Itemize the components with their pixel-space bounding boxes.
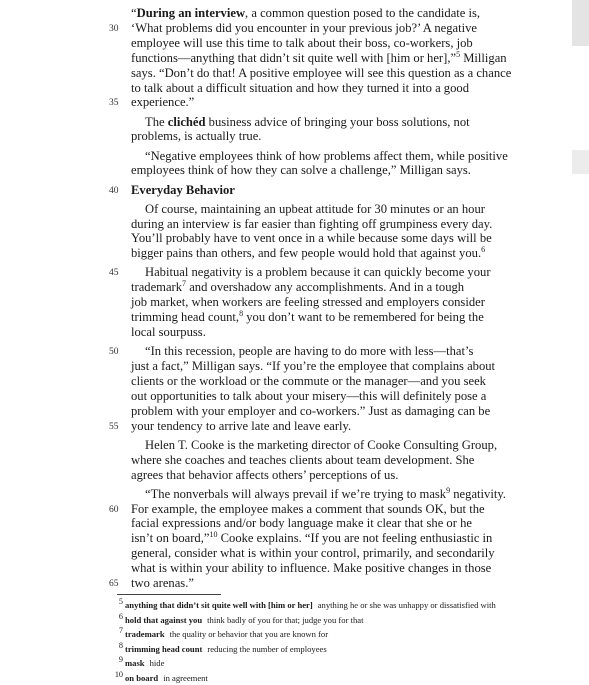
text-line [131, 546, 495, 561]
text-segment: bigger pains than others, and few people would hold that against you. [131, 246, 482, 261]
text-line [145, 202, 485, 217]
text-segment: out opportunities to talk about your misery—this will definitely pose a [131, 388, 487, 403]
text-line [131, 295, 485, 310]
text-segment: Cooke explains. “If you are not feeling enthusiastic in [217, 531, 493, 546]
text-line [131, 389, 486, 404]
text-segment: problem with your employer and co-workers.” Just as damaging can be [131, 403, 491, 418]
text-segment: functions—anything that didn’t sit quite well with [him or her],” [131, 50, 457, 65]
text-segment: trademark [131, 280, 183, 295]
section-heading [131, 183, 235, 198]
text-line [131, 502, 485, 517]
text-segment: where she coaches and teaches clients about team development. She [131, 452, 475, 467]
text-segment: isn’t on board,” [131, 531, 210, 546]
footnote-divider [117, 594, 221, 595]
glossary-term: During an interview [136, 6, 246, 20]
footnote [125, 672, 208, 684]
footnote-term: hold that against you [125, 614, 203, 625]
text-segment: agrees that behavior affects others’ perceptions of us. [131, 467, 399, 482]
footnote-ref: 8 [239, 308, 244, 318]
text-line [131, 36, 473, 51]
text-segment: business advice of bringing your boss solutions, not [205, 114, 470, 129]
text-line [131, 374, 486, 389]
line-number: 60 [109, 504, 119, 515]
text-line [131, 561, 491, 576]
text-segment: and overshadow any accomplishments. And in a tough [186, 280, 465, 295]
text-line [131, 468, 398, 483]
text-segment: your tendency to arrive late and leave early. [131, 418, 352, 433]
footnote-ref: 6 [481, 245, 486, 255]
line-number: 35 [109, 98, 119, 109]
text-line [131, 231, 492, 246]
text-segment: local sourpuss. [131, 325, 206, 339]
text-segment: employee will use this time to talk about their boss, co-workers, job [131, 35, 473, 50]
text-segment: Helen T. Cooke is the marketing director of Cooke Consulting Group, [145, 437, 498, 452]
text-line [131, 280, 464, 295]
text-line [131, 21, 477, 36]
footnote-definition: think badly of you for that; judge you for that [207, 614, 364, 625]
text-line [145, 115, 470, 130]
text-segment: job market, when workers are feeling stressed and employers consider [131, 295, 485, 310]
text-line [131, 325, 206, 340]
text-line [131, 163, 471, 178]
text-line [131, 129, 261, 144]
page-edge-shadow [572, 0, 589, 46]
text-line [145, 487, 506, 502]
footnote-number: 7 [118, 626, 123, 636]
footnote-number: 8 [118, 640, 123, 650]
glossary-term: clichéd [167, 114, 206, 129]
footnote-ref: 7 [182, 279, 187, 289]
footnote-definition: in agreement [163, 673, 208, 683]
text-segment: , a common question posed to the candidate is, [245, 6, 481, 20]
text-segment: experience.” [131, 95, 195, 110]
footnote-definition: hide [149, 658, 165, 669]
text-segment: to talk about a difficult situation and how they turned it into a good [131, 80, 469, 95]
text-line [131, 531, 492, 546]
text-segment: during an interview is far easier than fighting off grumpiness every day. [131, 216, 493, 231]
text-line [131, 51, 507, 66]
footnote [125, 614, 363, 626]
text-segment: Habitual negativity is a problem because it can quickly become your [145, 265, 491, 280]
text-line [131, 516, 472, 531]
footnote-definition: anything he or she was unhappy or dissatisfied with [317, 600, 496, 610]
text-segment: says. “Don’t do that! A positive employee will see this question as a chance [131, 65, 512, 80]
footnote-ref: 9 [446, 485, 451, 495]
footnote-definition: the quality or behavior that you are known for [169, 629, 329, 640]
text-segment: general, consider what is within your control, primarily, and secondarily [131, 546, 495, 561]
text-segment: “The nonverbals will always prevail if we’re trying to mask [145, 486, 447, 501]
line-number: 65 [109, 579, 119, 589]
text-line [131, 81, 469, 96]
footnote-term: on board [125, 673, 159, 683]
text-segment: Of course, maintaining an upbeat attitude for 30 minutes or an hour [145, 201, 485, 216]
text-line [131, 95, 194, 110]
text-line [131, 576, 194, 591]
footnote [125, 599, 496, 611]
line-number: 55 [109, 421, 119, 432]
text-segment: problems, is actually true. [131, 129, 262, 144]
text-segment: just a fact,” Milligan says. “If you’re the employee that complains about [131, 359, 496, 373]
footnote-term: trimming head count [125, 643, 203, 654]
text-segment: what is within your ability to influence. Make positive changes in those [131, 561, 492, 576]
text-line [131, 66, 511, 81]
text-segment: For example, the employee makes a comment that sounds OK, but the [131, 501, 485, 516]
text-segment: facial expressions and/or body language make it clear that she or he [131, 516, 472, 531]
text-line [131, 404, 490, 419]
footnote [125, 643, 327, 655]
text-line [131, 453, 474, 468]
text-line [145, 265, 491, 280]
footnote-number: 10 [114, 670, 123, 679]
footnote-term: anything that didn’t sit quite well with [him or her] [125, 600, 313, 610]
text-segment: two arenas.” [131, 576, 194, 590]
text-segment: Everyday Behavior [131, 182, 235, 197]
text-line [131, 359, 495, 374]
text-segment: employees think of how they can solve a challenge,” Milligan says. [131, 163, 471, 178]
footnote-ref: 10 [209, 530, 218, 540]
text-line [131, 217, 492, 232]
text-segment: “ [131, 6, 137, 20]
footnote-number: 9 [118, 655, 123, 665]
line-number: 45 [109, 268, 119, 279]
footnote [125, 628, 328, 640]
footnote-ref: 5 [456, 49, 461, 59]
line-number: 50 [109, 347, 119, 358]
text-segment: you don’t want to be remembered for being the [243, 310, 484, 325]
footnote [125, 657, 164, 669]
text-line [131, 419, 351, 434]
text-segment: ‘What problems did you encounter in your previous job?’ A negative [131, 20, 478, 35]
text-segment: Milligan [460, 50, 507, 65]
text-line [145, 438, 497, 453]
footnote-number: 5 [118, 597, 123, 606]
text-segment: “Negative employees think of how problems affect them, while positive [145, 148, 508, 163]
page-edge-shadow [572, 150, 589, 174]
footnote-term: trademark [125, 629, 165, 640]
text-segment: You’ll probably have to vent once in a while because some days will be [131, 231, 492, 246]
text-segment: negativity. [450, 486, 506, 501]
text-segment: trimming head count, [131, 310, 240, 325]
text-segment: “In this recession, people are having to do more with less—that’s [145, 344, 474, 359]
text-line [131, 310, 484, 325]
text-line [145, 149, 508, 164]
line-number: 30 [109, 23, 119, 34]
text-segment: clients or the workload or the commute or the manager—and you seek [131, 373, 486, 388]
footnote-term: mask [125, 658, 145, 669]
text-line [131, 246, 485, 261]
text-segment: The [145, 114, 168, 129]
text-line [131, 6, 480, 21]
line-number: 40 [109, 185, 119, 196]
text-line [145, 344, 473, 359]
footnote-definition: reducing the number of employees [207, 643, 327, 654]
footnote-number: 6 [118, 611, 123, 621]
